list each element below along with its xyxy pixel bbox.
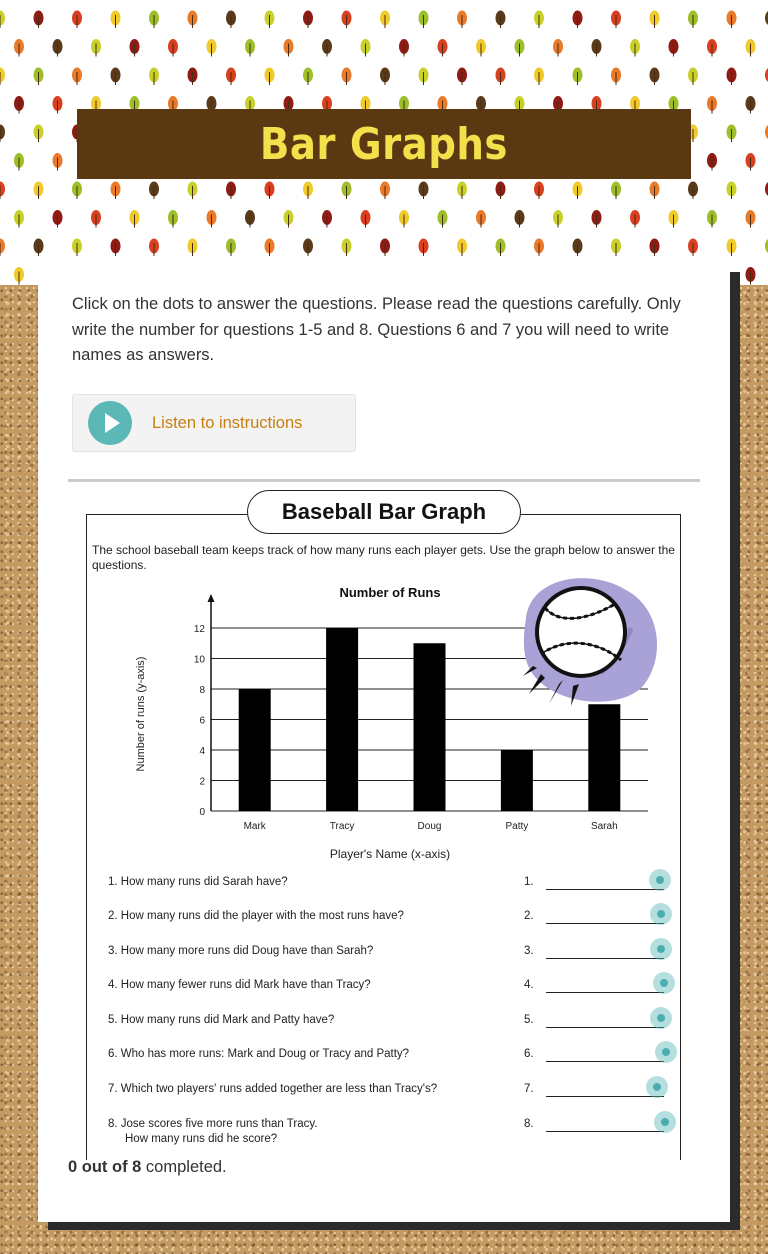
answer-dot-icon[interactable]: [654, 1111, 676, 1133]
leaf-icon: [650, 239, 660, 257]
leaf-icon: [149, 182, 159, 200]
leaf-icon: [573, 68, 583, 86]
listen-label: Listen to instructions: [152, 413, 303, 432]
leaf-icon: [207, 39, 217, 57]
leaf-icon: [553, 39, 563, 57]
leaf-icon: [342, 68, 352, 86]
leaf-icon: [14, 267, 24, 285]
bar-patty: [501, 750, 533, 811]
leaf-icon: [72, 68, 82, 86]
answer-dot-icon[interactable]: [650, 938, 672, 960]
answer-dot-icon[interactable]: [653, 972, 675, 994]
leaf-icon: [630, 39, 640, 57]
leaf-icon: [303, 239, 313, 257]
leaf-icon: [303, 68, 313, 86]
leaf-icon: [14, 210, 24, 228]
leaf-icon: [553, 210, 563, 228]
question-row: [108, 1048, 668, 1064]
x-tick-label: Doug: [417, 821, 442, 832]
leaf-icon: [34, 182, 44, 200]
leaf-icon: [476, 210, 486, 228]
leaf-icon: [284, 39, 294, 57]
leaf-icon: [457, 68, 467, 86]
bar-sarah: [588, 704, 620, 811]
leaf-icon: [149, 239, 159, 257]
y-axis-arrow: [208, 594, 215, 602]
question-text-continued: How many runs did he score?: [125, 1133, 278, 1145]
leaf-icon: [245, 39, 255, 57]
leaf-icon: [746, 39, 756, 57]
leaf-icon: [380, 68, 390, 86]
leaf-icon: [707, 96, 717, 114]
leaf-icon: [14, 153, 24, 171]
leaf-icon: [496, 239, 506, 257]
leaf-icon: [149, 11, 159, 29]
question-text: 2. How many runs did the player with the most runs have?: [108, 910, 404, 922]
leaf-icon: [149, 68, 159, 86]
x-tick-label: Tracy: [329, 821, 355, 832]
question-text: 6. Who has more runs: Mark and Doug or Tracy and Patty?: [108, 1048, 410, 1060]
leaf-icon: [380, 239, 390, 257]
answer-line: [546, 1131, 664, 1132]
leaf-icon: [284, 210, 294, 228]
leaf-icon: [322, 210, 332, 228]
question-text: 7. Which two players' runs added together are less than Tracy's?: [108, 1083, 438, 1095]
answer-line: [546, 992, 664, 993]
leaf-icon: [746, 267, 756, 285]
leaf-icon: [496, 11, 506, 29]
leaf-icon: [342, 182, 352, 200]
leaf-icon: [34, 68, 44, 86]
answer-line: [546, 923, 664, 924]
answer-dot-icon[interactable]: [646, 1076, 668, 1098]
leaf-icon: [457, 182, 467, 200]
leaf-icon: [188, 182, 198, 200]
leaf-icon: [34, 11, 44, 29]
leaf-icon: [515, 210, 525, 228]
answer-line: [546, 958, 664, 959]
leaf-icon: [130, 210, 140, 228]
leaf-icon: [168, 39, 178, 57]
question-row: [108, 1014, 668, 1030]
leaf-icon: [265, 182, 275, 200]
question-row: [108, 876, 668, 892]
leaf-icon: [91, 39, 101, 57]
answer-number: 5.: [524, 1014, 534, 1026]
leaf-icon: [669, 210, 679, 228]
leaf-icon: [399, 39, 409, 57]
leaf-icon: [111, 182, 121, 200]
leaf-icon: [727, 125, 737, 143]
leaf-icon: [53, 153, 63, 171]
listen-to-instructions-button[interactable]: [72, 394, 356, 452]
leaf-icon: [53, 39, 63, 57]
answer-dot-icon[interactable]: [650, 903, 672, 925]
x-tick-label: Patty: [505, 821, 529, 832]
answer-number: 3.: [524, 945, 534, 957]
leaf-icon: [515, 39, 525, 57]
divider: [68, 479, 700, 482]
question-text: 8. Jose scores five more runs than Tracy.: [108, 1118, 318, 1130]
answer-line: [546, 1027, 664, 1028]
worksheet-image: [86, 490, 686, 1158]
leaf-icon: [207, 210, 217, 228]
leaf-icon: [650, 11, 660, 29]
leaf-icon: [746, 210, 756, 228]
leaf-icon: [419, 182, 429, 200]
answer-number: 7.: [524, 1083, 534, 1095]
leaf-icon: [380, 11, 390, 29]
leaf-icon: [188, 11, 198, 29]
leaf-icon: [361, 39, 371, 57]
answer-line: [546, 1061, 664, 1062]
answer-number: 2.: [524, 910, 534, 922]
leaf-icon: [611, 11, 621, 29]
leaf-icon: [688, 68, 698, 86]
bar-doug: [414, 643, 446, 811]
y-tick-label: 12: [193, 624, 205, 635]
leaf-icon: [14, 96, 24, 114]
worksheet-card: [38, 260, 730, 1222]
question-text: 4. How many fewer runs did Mark have than Tracy?: [108, 979, 371, 991]
leaf-icon: [534, 182, 544, 200]
chart-title: Number of Runs: [339, 585, 441, 600]
leaf-icon: [496, 68, 506, 86]
bar-tracy: [326, 628, 358, 811]
question-row: [108, 1083, 668, 1099]
leaf-icon: [573, 182, 583, 200]
question-text: 3. How many more runs did Doug have than Sarah?: [108, 945, 374, 957]
progress-status: [68, 1158, 227, 1177]
instructions-text: Click on the dots to answer the questions. Please read the questions carefully. Only write the number for questions 1-5 and 8. Questions 6 and 7 you will need to write names as answers.: [72, 295, 681, 364]
leaf-icon: [476, 39, 486, 57]
y-tick-label: 10: [193, 654, 205, 666]
leaf-icon: [707, 39, 717, 57]
leaf-icon: [399, 210, 409, 228]
leaf-icon: [746, 96, 756, 114]
leaf-icon: [592, 39, 602, 57]
y-tick-label: 4: [199, 746, 205, 757]
leaf-icon: [265, 11, 275, 29]
question-row: [108, 979, 668, 995]
leaf-icon: [226, 182, 236, 200]
leaf-icon: [188, 239, 198, 257]
answer-number: 8.: [524, 1118, 534, 1130]
y-tick-label: 0: [199, 807, 205, 818]
leaf-icon: [419, 11, 429, 29]
leaf-icon: [111, 239, 121, 257]
leaf-icon: [438, 210, 448, 228]
leaf-icon: [245, 210, 255, 228]
leaf-icon: [419, 68, 429, 86]
leaf-icon: [342, 239, 352, 257]
leaf-icon: [226, 68, 236, 86]
question-text: 5. How many runs did Mark and Patty have?: [108, 1014, 335, 1026]
leaf-icon: [727, 239, 737, 257]
leaf-icon: [303, 182, 313, 200]
leaf-icon: [650, 182, 660, 200]
leaf-icon: [592, 210, 602, 228]
leaf-icon: [34, 239, 44, 257]
question-row: [108, 910, 668, 926]
leaf-icon: [534, 239, 544, 257]
y-tick-label: 2: [199, 776, 205, 788]
title-bar: [77, 109, 691, 179]
x-tick-label: Sarah: [590, 821, 618, 832]
leaf-icon: [688, 239, 698, 257]
leaf-icon: [0, 239, 5, 257]
leaf-icon: [438, 39, 448, 57]
baseball-icon: [523, 578, 657, 706]
y-tick-label: 6: [199, 715, 205, 727]
leaf-icon: [0, 68, 5, 86]
leaf-icon: [688, 182, 698, 200]
page-title: Bar Graphs: [260, 118, 508, 170]
x-tick-label: Mark: [243, 821, 266, 832]
leaf-pattern-banner: [0, 0, 768, 285]
leaf-icon: [534, 68, 544, 86]
leaf-icon: [669, 39, 679, 57]
leaf-icon: [573, 11, 583, 29]
leaf-icon: [265, 68, 275, 86]
answer-line: [546, 889, 664, 890]
answer-dot-icon[interactable]: [649, 869, 671, 891]
question-row: [108, 945, 668, 961]
leaf-icon: [0, 11, 5, 29]
leaf-icon: [111, 68, 121, 86]
bar-mark: [239, 689, 271, 811]
leaf-icon: [746, 153, 756, 171]
worksheet-intro: The school baseball team keeps track of how many runs each player gets. Use the graph below to answer the questions.: [92, 543, 675, 572]
answer-line: [546, 1096, 664, 1097]
play-icon[interactable]: [88, 401, 132, 445]
leaf-icon: [707, 153, 717, 171]
leaf-icon: [688, 11, 698, 29]
leaf-icon: [188, 68, 198, 86]
leaf-icon: [0, 125, 5, 143]
answer-number: 6.: [524, 1048, 534, 1060]
leaf-icon: [611, 182, 621, 200]
leaf-icon: [0, 182, 5, 200]
chart-ylabel: Number of runs (y-axis): [135, 656, 147, 772]
answer-number: 1.: [524, 876, 534, 888]
leaf-icon: [650, 68, 660, 86]
leaf-icon: [630, 210, 640, 228]
leaf-icon: [419, 239, 429, 257]
leaf-icon: [457, 239, 467, 257]
chart-xlabel: Player's Name (x-axis): [329, 847, 451, 861]
leaf-icon: [727, 11, 737, 29]
bar-chart: [86, 578, 681, 868]
answer-dot-icon[interactable]: [655, 1041, 677, 1063]
leaf-icon: [496, 182, 506, 200]
leaf-icon: [727, 182, 737, 200]
leaf-icon: [72, 11, 82, 29]
progress-count: 0 out of 8: [68, 1158, 142, 1176]
answer-number: 4.: [524, 979, 534, 991]
leaf-icon: [53, 96, 63, 114]
leaf-icon: [168, 210, 178, 228]
leaf-icon: [53, 210, 63, 228]
leaf-icon: [130, 39, 140, 57]
leaf-icon: [34, 125, 44, 143]
leaf-icon: [534, 11, 544, 29]
leaf-icon: [322, 39, 332, 57]
leaf-icon: [72, 182, 82, 200]
leaf-icon: [14, 39, 24, 57]
question-text: 1. How many runs did Sarah have?: [108, 876, 288, 888]
leaf-icon: [361, 210, 371, 228]
leaf-icon: [727, 68, 737, 86]
leaf-icon: [611, 239, 621, 257]
leaf-icon: [91, 210, 101, 228]
leaf-icon: [611, 68, 621, 86]
leaf-icon: [111, 11, 121, 29]
answer-dot-icon[interactable]: [650, 1007, 672, 1029]
leaf-icon: [342, 11, 352, 29]
worksheet-title: Baseball Bar Graph: [247, 490, 521, 534]
leaf-icon: [303, 11, 313, 29]
leaf-icon: [72, 239, 82, 257]
leaf-icon: [380, 182, 390, 200]
leaf-icon: [707, 210, 717, 228]
leaf-icon: [265, 239, 275, 257]
y-tick-label: 8: [199, 685, 205, 696]
question-row: [108, 1118, 668, 1150]
leaf-icon: [457, 11, 467, 29]
leaf-icon: [573, 239, 583, 257]
progress-suffix: completed.: [141, 1158, 227, 1176]
leaf-icon: [226, 11, 236, 29]
leaf-icon: [226, 239, 236, 257]
